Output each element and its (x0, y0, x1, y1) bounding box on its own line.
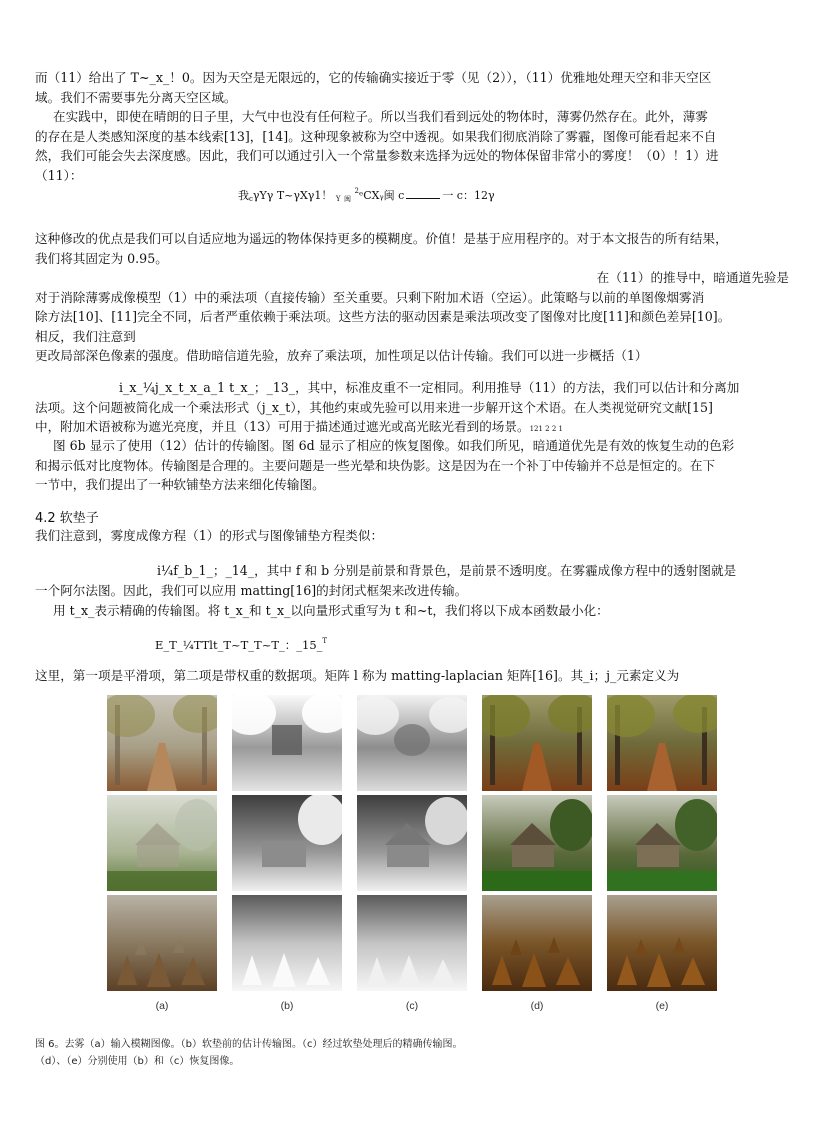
fig-label-b: (b) (280, 1000, 294, 1012)
paragraph-1 (35, 68, 792, 107)
text-line: 在实践中，即使在晴朗的日子里，大气中也没有任何粒子。所以当我们看到远处的物体时，薄雾仍然存在。此外，薄雾 (53, 109, 708, 124)
text-line: 而（11）给出了 T~_x_！0。因为天空是无限远的，它的传输确实接近于零（见（2）），（11）优雅地处理天空和非天空区 (35, 70, 712, 85)
fig-d-forest-recovered (482, 695, 592, 791)
text-line: 一节中，我们提出了一种软铺垫方法来细化传输图。 (35, 477, 325, 492)
fig-e-house-recovered-refined (607, 795, 717, 891)
fig-label-e: (e) (655, 1000, 669, 1012)
fig-c-forest-refined (357, 695, 467, 791)
fig-label-d: (d) (530, 1000, 544, 1012)
fig-d-field-recovered (482, 895, 592, 991)
text-line: 我们将其固定为 0.95。 (35, 250, 168, 266)
fig-label-a: (a) (155, 1000, 169, 1012)
paragraph-7 (35, 526, 792, 546)
text-line: 的存在是人类感知深度的基本线索[13]，[14]。这种现象被称为空中透视。如果我们彻底消除了雾霾，图像可能看起来不自 (35, 128, 717, 144)
paragraph-9 (35, 601, 792, 621)
paragraph-5 (35, 378, 792, 440)
text-line: 对于消除薄雾成像模型（1）中的乘法项（直接传输）至关重要。只剩下附加术语（空运）。此策略与以前的单图像烟雾消 (35, 289, 705, 305)
fig-b-field-transmission (232, 895, 342, 991)
text-line: 一个阿尔法图。因此，我们可以应用 matting[16]的封闭式框架来改进传输。 (35, 582, 468, 598)
caption-line: 图 6。去雾（a）输入模糊图像。（b）软垫前的估计传输图。（c）经过软垫处理后的精确传输图。 (35, 1039, 463, 1050)
figure-6 (107, 695, 719, 1020)
paragraph-3 (35, 229, 792, 268)
fig-a-forest-hazy (107, 695, 217, 791)
equation-15: E_T_¼TTlt_T~T_T~T_：_15_$^T$ (155, 637, 328, 652)
text-line: 这里，第一项是平滑项，第二项是带权重的数据项。矩阵 l 称为 matting-laplacian 矩阵[16]。其_i；j_元素定义为 (35, 668, 680, 683)
text-line: 我们注意到，雾度成像方程（1）的形式与图像铺垫方程类似： (35, 528, 384, 543)
text-line: 域。我们不需要事先分离天空区域。 (35, 89, 237, 105)
text-line: i_x_¼j_x_t_x_a_1 t_x_；_13_，其中，标准皮重不一定相同。利用推导（11）的方法，我们可以估计和分离加 (119, 380, 740, 395)
text-line: 在（11）的推导中，暗通道先验是 (596, 270, 789, 285)
text-line: 除方法[10]、[11]完全不同，后者严重依赖于乘法项。这些方法的驱动因素是乘法项改变了图像对比度[11]和颜色差异[10]。 (35, 309, 731, 324)
text-line: 相反，我们注意到 (35, 328, 136, 344)
text-line: 用 t_x_表示精确的传输图。将 t_x_和 t_x_以向量形式重写为 t 和~t，我们将以下成本函数最小化： (53, 603, 609, 618)
text-line: 更改局部深色像素的强度。借助暗信道先验，放弃了乘法项，加性项足以估计传输。我们可以进一步概括（1） (35, 348, 648, 363)
paragraph-10 (35, 666, 792, 686)
equation-12: 我$_c$γYγ T~γXγ1！ $_Y$ $_闽$ $^2$ᵉCXᵧ闽 c 一 c：12γ (238, 187, 495, 203)
fig-c-house-refined (357, 795, 467, 891)
text-line: 和揭示低对比度物体。传输图是合理的。主要问题是一些光晕和块伪影。这是因为在一个补丁中传输并不总是恒定的。在下 (35, 457, 716, 473)
fig-a-field-hazy (107, 895, 217, 991)
text-line: 这种修改的优点是我们可以自适应地为遥远的物体保持更多的模糊度。价值！是基于应用程序的。对于本文报告的所有结果， (35, 231, 728, 246)
fig-e-field-recovered-refined (607, 895, 717, 991)
reference-marks: 121 2 2 1 (529, 425, 563, 433)
fig-e-forest-recovered-refined (607, 695, 717, 791)
fig-b-forest-transmission (232, 695, 342, 791)
fraction-bar (406, 198, 440, 199)
paragraph-8 (35, 561, 792, 600)
section-heading: 4.2 软垫子 (35, 511, 99, 526)
text-line: 中，附加术语被称为遮光亮度，并且（13）可用于描述通过遮光或高光眩光看到的场景。 (35, 419, 530, 434)
fig-a-house-hazy (107, 795, 217, 891)
paragraph-4 (35, 268, 792, 366)
text-line: 图 6b 显示了使用（12）估计的传输图。图 6d 显示了相应的恢复图像。如我们所见，暗通道优先是有效的恢复生动的色彩 (53, 438, 735, 453)
fig-b-house-transmission (232, 795, 342, 891)
fig-label-c: (c) (405, 1000, 419, 1012)
fig-c-field-refined (357, 895, 467, 991)
text-line: （11）： (35, 167, 83, 183)
figure-caption (35, 1036, 463, 1070)
text-line: 法项。这个问题被简化成一个乘法形式（j_x_t），其他约束或先验可以用来进一步解开这个术语。在人类视觉研究文献[15] (35, 399, 713, 415)
text-line: i¼f_b_1_；_14_，其中 f 和 b 分别是前景和背景色，是前景不透明度。在雾霾成像方程中的透射图就是 (157, 563, 737, 578)
caption-line: （d）、（e）分别使用（b）和（c）恢复图像。 (35, 1056, 240, 1067)
paragraph-6 (35, 436, 792, 495)
text-line: 然，我们可能会失去深度感。因此，我们可以通过引入一个常量参数来选择为远处的物体保留非常小的雾度！（0）！1）进 (35, 148, 719, 163)
fig-d-house-recovered (482, 795, 592, 891)
paragraph-2 (35, 107, 792, 185)
